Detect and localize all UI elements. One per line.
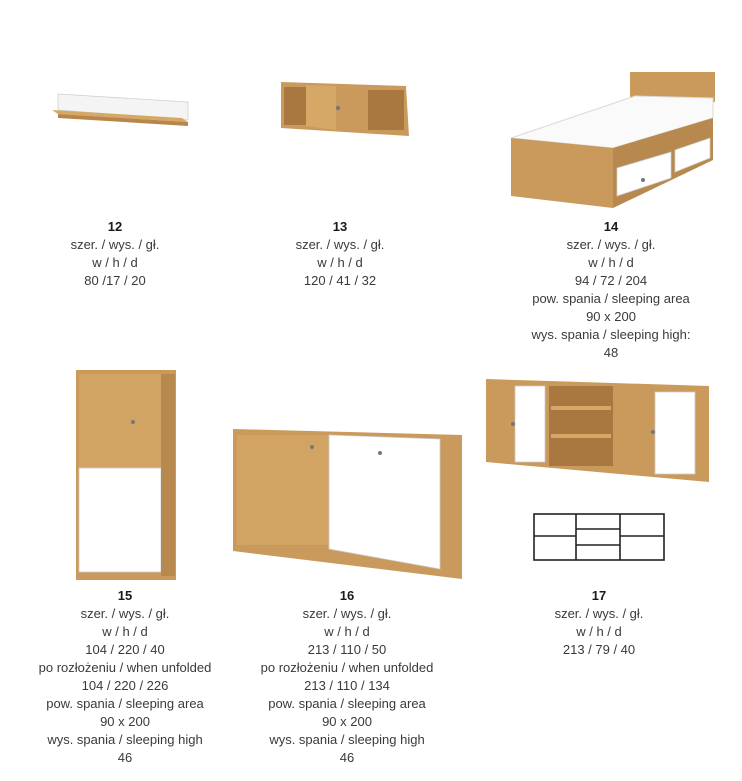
item-15-line-6: pow. spania / sleeping area xyxy=(46,696,204,711)
item-13-caption xyxy=(280,218,400,290)
sideboard-bed-image xyxy=(230,425,465,583)
item-16-line-5: 213 / 110 / 134 xyxy=(304,678,390,693)
item-12-number: 12 xyxy=(107,219,123,234)
item-13-line-1: szer. / wys. / gł. xyxy=(295,237,385,252)
item-12-caption xyxy=(55,218,175,290)
item-13-number: 13 xyxy=(332,219,348,234)
item-14-line-4: pow. spania / sleeping area xyxy=(532,291,690,306)
item-17-line-2: w / h / d xyxy=(576,624,622,639)
item-15-caption xyxy=(25,587,225,767)
item-15-line-5: 104 / 220 / 226 xyxy=(81,678,169,693)
item-16-number: 16 xyxy=(339,588,355,603)
item-15-line-7: 90 x 200 xyxy=(100,714,150,729)
item-13-line-3: 120 / 41 / 32 xyxy=(303,273,377,288)
sideboard-front-schematic xyxy=(532,512,668,564)
item-16-line-8: wys. spania / sleeping high xyxy=(269,732,425,747)
item-16-line-1: szer. / wys. / gł. xyxy=(302,606,392,621)
wardrobe-bed-image xyxy=(73,366,183,584)
item-17-line-1: szer. / wys. / gł. xyxy=(554,606,644,621)
item-14-line-2: w / h / d xyxy=(588,255,634,270)
item-15-line-3: 104 / 220 / 40 xyxy=(85,642,165,657)
item-13-line-2: w / h / d xyxy=(317,255,363,270)
item-16-line-7: 90 x 200 xyxy=(322,714,372,729)
item-16-line-2: w / h / d xyxy=(324,624,370,639)
item-15-number: 15 xyxy=(117,588,133,603)
item-15-line-4: po rozłożeniu / when unfolded xyxy=(38,660,212,675)
item-14-line-1: szer. / wys. / gł. xyxy=(566,237,656,252)
item-14-line-6: wys. spania / sleeping high: xyxy=(531,327,691,342)
item-15-line-9: 46 xyxy=(117,750,133,765)
wall-cabinet-image xyxy=(278,78,412,140)
item-12-line-1: szer. / wys. / gł. xyxy=(70,237,160,252)
item-17-number: 17 xyxy=(591,588,607,603)
item-14-line-5: 90 x 200 xyxy=(586,309,636,324)
item-12-line-2: w / h / d xyxy=(92,255,138,270)
item-15-line-1: szer. / wys. / gł. xyxy=(80,606,170,621)
item-14-line-3: 94 / 72 / 204 xyxy=(574,273,648,288)
item-16-caption xyxy=(247,587,447,767)
item-15-line-8: wys. spania / sleeping high xyxy=(47,732,203,747)
item-17-caption xyxy=(539,587,659,659)
sideboard-image xyxy=(483,376,713,486)
item-12-line-3: 80 /17 / 20 xyxy=(84,273,146,288)
item-16-line-4: po rozłożeniu / when unfolded xyxy=(260,660,434,675)
item-15-line-2: w / h / d xyxy=(102,624,148,639)
bed-image xyxy=(505,68,720,213)
item-16-line-9: 46 xyxy=(339,750,355,765)
wall-shelf-image xyxy=(48,88,193,132)
item-16-line-6: pow. spania / sleeping area xyxy=(268,696,426,711)
item-14-line-7: 48 xyxy=(603,345,619,360)
item-17-line-3: 213 / 79 / 40 xyxy=(562,642,636,657)
item-16-line-3: 213 / 110 / 50 xyxy=(307,642,387,657)
item-14-number: 14 xyxy=(603,219,619,234)
item-14-caption xyxy=(521,218,701,362)
